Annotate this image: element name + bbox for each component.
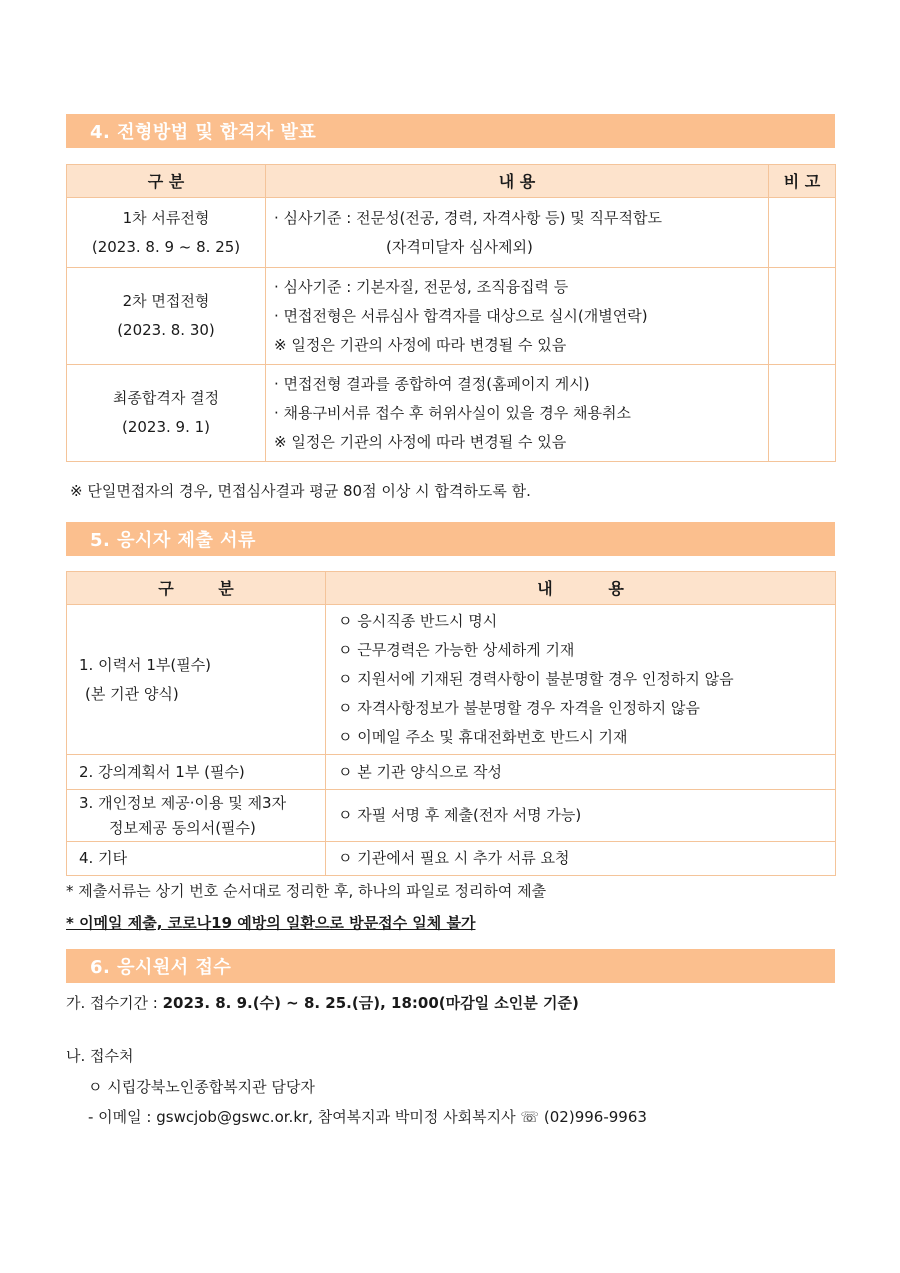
content-cell: ㅇ 자필 서명 후 제출(전자 서명 가능) (326, 790, 836, 842)
section-4-header (66, 114, 835, 148)
table-row (67, 790, 836, 842)
remark-cell (769, 198, 836, 268)
documents-note: * 제출서류는 상기 번호 순서대로 정리한 후, 하나의 파일로 정리하여 제출 (66, 882, 547, 900)
stage-cell: 2차 면접전형 (2023. 8. 30) (67, 268, 266, 365)
table-row (67, 605, 836, 755)
section-5-title: 5. 응시자 제출 서류 (90, 530, 256, 551)
content-cell: ㅇ 응시직종 반드시 명시 ㅇ 근무경력은 가능한 상세하게 기재 ㅇ 지원서에 기재된 경력사항이 불분명할 경우 인정하지 않음 ㅇ 자격사항정보가 불분명할 경우 자격을 인정하지 않음 ㅇ 이메일 주소 및 휴대전화번호 반드시 기재 (326, 605, 836, 755)
header-category: 구 분 (67, 572, 326, 605)
header-content: 내 용 (266, 165, 769, 198)
item-cell: 2. 강의계획서 1부 (필수) (67, 755, 326, 790)
application-period (66, 992, 579, 1013)
table-row (67, 842, 836, 876)
stage-cell: 최종합격자 결정 (2023. 9. 1) (67, 365, 266, 462)
selection-note: ※ 단일면접자의 경우, 면접심사결과 평균 80점 이상 시 합격하도록 함. (70, 482, 531, 500)
header-category: 구 분 (67, 165, 266, 198)
remark-cell (769, 365, 836, 462)
place-contact: - 이메일 : gswcjob@gswc.or.kr, 참여복지과 박미정 사회복지사 ☏ (02)996-9963 (88, 1108, 647, 1126)
remark-cell (769, 268, 836, 365)
table-row (67, 755, 836, 790)
table-row (67, 365, 836, 462)
section-6-header (66, 949, 835, 983)
table-row (67, 198, 836, 268)
content-cell: · 심사기준 : 전문성(전공, 경력, 자격사항 등) 및 직무적합도 (자격미달자 심사제외) (266, 198, 769, 268)
place-organization: ㅇ 시립강북노인종합복지관 담당자 (88, 1078, 315, 1096)
content-cell: ㅇ 기관에서 필요 시 추가 서류 요청 (326, 842, 836, 876)
table-header-row (67, 165, 836, 198)
content-cell: · 면접전형 결과를 종합하여 결정(홈페이지 게시) · 채용구비서류 접수 후 허위사실이 있을 경우 채용취소 ※ 일정은 기관의 사정에 따라 변경될 수 있음 (266, 365, 769, 462)
section-6-title: 6. 응시원서 접수 (90, 957, 232, 978)
item-cell: 1. 이력서 1부(필수) (본 기관 양식) (67, 605, 326, 755)
table-header-row (67, 572, 836, 605)
place-label: 나. 접수처 (66, 1047, 134, 1065)
period-value: 2023. 8. 9.(수) ~ 8. 25.(금), 18:00(마감일 소인분 기준) (162, 994, 579, 1012)
documents-table (66, 571, 836, 876)
documents-note-important: * 이메일 제출, 코로나19 예방의 일환으로 방문접수 일체 불가 (66, 914, 476, 932)
section-4-title: 4. 전형방법 및 합격자 발표 (90, 122, 317, 143)
stage-cell: 1차 서류전형 (2023. 8. 9 ~ 8. 25) (67, 198, 266, 268)
header-content: 내 용 (326, 572, 836, 605)
selection-table (66, 164, 836, 462)
content-cell: ㅇ 본 기관 양식으로 작성 (326, 755, 836, 790)
section-5-header (66, 522, 835, 556)
table-row (67, 268, 836, 365)
period-label: 가. 접수기간 : (66, 994, 163, 1012)
item-cell: 4. 기타 (67, 842, 326, 876)
header-remark: 비 고 (769, 165, 836, 198)
content-cell: · 심사기준 : 기본자질, 전문성, 조직융집력 등 · 면접전형은 서류심사 합격자를 대상으로 실시(개별연락) ※ 일정은 기관의 사정에 따라 변경될 수 있음 (266, 268, 769, 365)
item-cell: 3. 개인정보 제공·이용 및 제3자 정보제공 동의서(필수) (67, 790, 326, 842)
